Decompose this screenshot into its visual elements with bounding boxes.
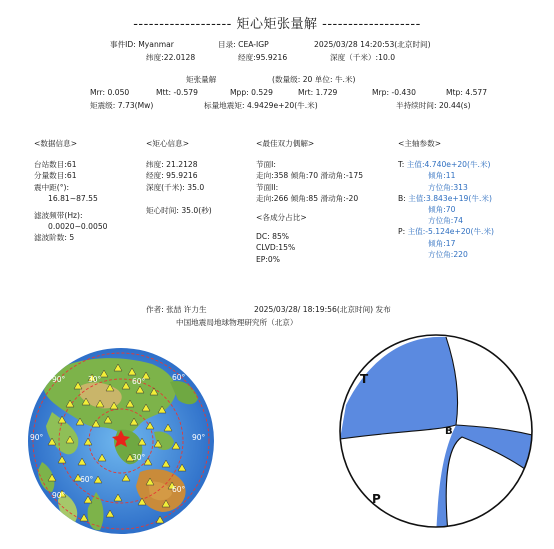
t-axis-marker: T <box>360 372 369 386</box>
filter-order: 滤波阶数: 5 <box>34 233 75 243</box>
beachball <box>336 327 536 535</box>
components-heading: <各成分占比> <box>256 213 307 223</box>
data-info-column <box>34 138 108 244</box>
station-map <box>22 342 220 540</box>
map-label: 90° <box>30 433 44 442</box>
tensor-heading: 矩张量解 <box>186 75 217 84</box>
moment-magnitude: 矩震级: 7.73(Mw) <box>90 101 154 110</box>
map-label: 90° <box>52 375 66 384</box>
epicentral-distance-label: 震中距(°): <box>34 182 70 192</box>
nodal-plane2-label: 节面II: <box>256 182 279 192</box>
epicentral-distance-value: 16.81~87.55 <box>48 193 98 203</box>
tensor-mtt: Mtt: -0.579 <box>156 88 198 97</box>
map-label: 60° <box>80 475 94 484</box>
b-axis-label: B: <box>398 193 406 203</box>
map-label: 90° <box>52 491 66 500</box>
event-longitude: 经度:95.9216 <box>238 53 288 62</box>
nodal-heading: <最佳双力偶解> <box>256 139 315 148</box>
map-label: 60° <box>172 485 186 494</box>
p-axis-value: 主值:-5.124e+20(牛.米) <box>407 227 495 237</box>
dc-percent: DC: 85% <box>256 232 290 242</box>
event-datetime: 2025/03/28 14:20:53(北京时间) <box>314 40 431 49</box>
p-axis-plunge: 倾角:17 <box>428 238 456 248</box>
tensor-exponent: (数量级: 20 单位: 牛.米) <box>272 75 356 84</box>
b-axis-value: 主值:3.843e+19(牛.米) <box>408 193 492 203</box>
p-axis-label: P: <box>398 227 406 237</box>
author: 作者: 张喆 许力生 <box>146 305 207 314</box>
map-label: 30° <box>88 375 102 384</box>
half-duration: 半持续时间: 20.44(s) <box>396 101 471 110</box>
filter-band-value: 0.0020~0.0050 <box>48 222 108 232</box>
publish-time: 2025/03/28/ 18:19:56(北京时间) 发布 <box>254 305 391 314</box>
centroid-column <box>146 138 212 216</box>
clvd-percent: CLVD:15% <box>256 243 296 253</box>
scalar-moment: 标量地震矩: 4.9429e+20(牛.米) <box>204 101 318 110</box>
tensor-mrp: Mrp: -0.430 <box>372 88 416 97</box>
page-title: ------------------- 矩心矩张量解 ------------------- <box>133 17 421 32</box>
tensor-mpp: Mpp: 0.529 <box>230 88 273 97</box>
axes-heading: <主轴参数> <box>398 139 442 148</box>
event-id: 事件ID: Myanmar <box>110 40 174 49</box>
centroid-heading: <矩心信息> <box>146 139 190 148</box>
catalog: 目录: CEA-IGP <box>218 40 269 49</box>
centroid-latitude: 纬度: 21.2128 <box>146 160 198 170</box>
t-axis-azimuth: 方位角:313 <box>428 182 468 192</box>
data-info-heading: <数据信息> <box>34 139 78 148</box>
map-label: 60° <box>172 373 186 382</box>
b-axis-plunge: 倾角:70 <box>428 205 456 215</box>
p-axis-marker: P <box>372 492 381 506</box>
map-label: 60° <box>132 377 146 386</box>
t-axis-label: T: <box>398 160 405 170</box>
centroid-depth: 深度(千米): 35.0 <box>146 182 205 192</box>
tensor-mrt: Mrt: 1.729 <box>298 88 338 97</box>
t-axis-value: 主值:4.740e+20(牛.米) <box>406 160 491 170</box>
map-label: 30° <box>132 453 146 462</box>
event-depth: 深度（千米）:10.0 <box>330 53 396 62</box>
event-latitude: 纬度:22.0128 <box>146 53 196 62</box>
nodal-column <box>256 138 363 265</box>
map-label: 90° <box>192 433 206 442</box>
tensor-mrr: Mrr: 0.050 <box>90 88 130 97</box>
nodal-plane1: 走向:358 倾角:70 滑动角:-175 <box>256 171 364 181</box>
centroid-time: 矩心时间: 35.0(秒) <box>146 205 212 215</box>
b-axis-marker: B <box>445 426 453 437</box>
nodal-plane1-label: 节面I: <box>256 160 276 170</box>
component-count: 分量数目:61 <box>34 171 77 181</box>
ep-percent: EP:0% <box>256 254 280 264</box>
filter-band-label: 滤波频带(Hz): <box>34 211 83 221</box>
centroid-longitude: 经度: 95.9216 <box>146 171 198 181</box>
tensor-mtp: Mtp: 4.577 <box>446 88 488 97</box>
t-axis-plunge: 倾角:11 <box>428 171 456 181</box>
institute: 中国地震局地球物理研究所（北京） <box>176 318 298 327</box>
p-axis-azimuth: 方位角:220 <box>428 249 468 259</box>
nodal-plane2: 走向:266 倾角:85 滑动角:-20 <box>256 193 359 203</box>
axes-column <box>398 138 494 260</box>
b-axis-azimuth: 方位角:74 <box>428 216 464 226</box>
station-count: 台站数目:61 <box>34 160 77 170</box>
